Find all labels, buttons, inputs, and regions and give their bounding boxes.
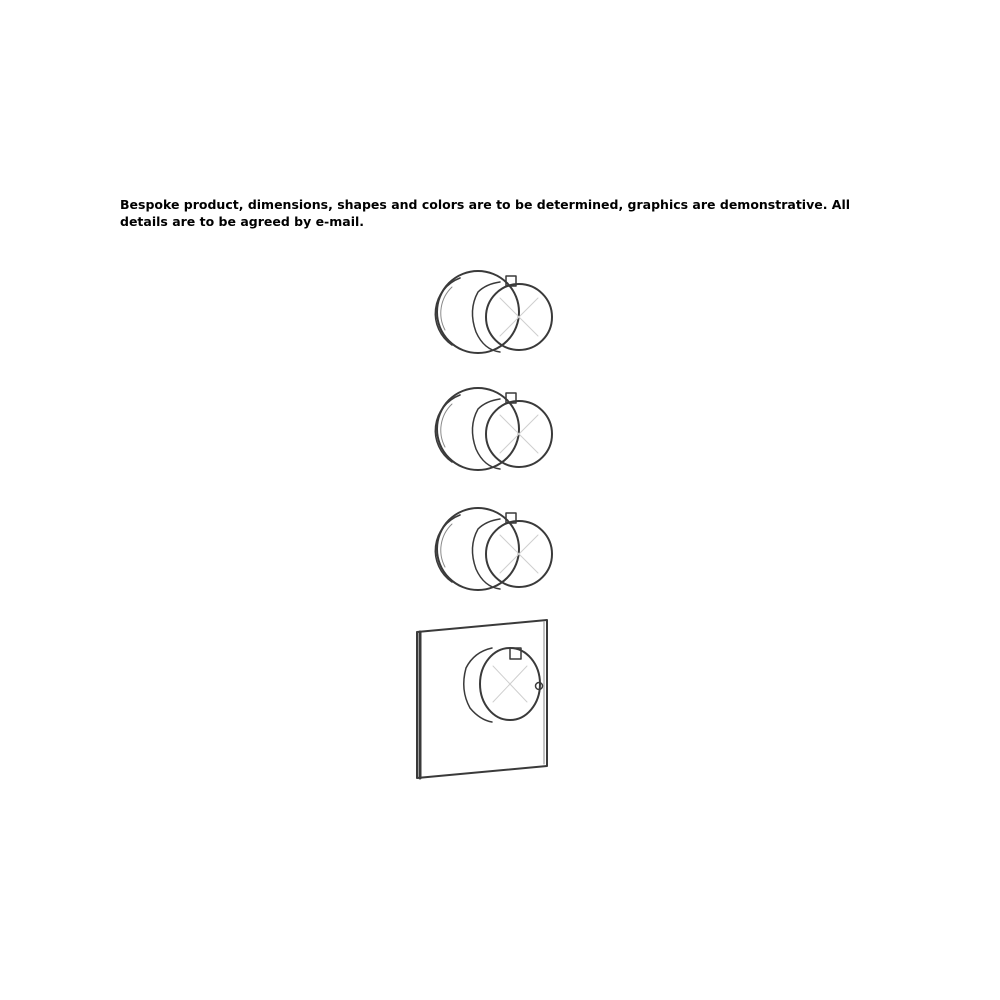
round-knob-1 xyxy=(435,271,552,353)
knob-handle xyxy=(472,513,552,589)
square-plate-control xyxy=(417,620,547,778)
round-knob-2 xyxy=(435,388,552,470)
thermostat-handle xyxy=(464,648,543,722)
disclaimer-text: Bespoke product, dimensions, shapes and colors are to be determined, graphics are demonstrative. All details are to be agreed by e-mail. xyxy=(120,197,851,229)
round-knob-3 xyxy=(435,508,552,590)
knob-handle xyxy=(472,276,552,352)
knob-handle xyxy=(472,393,552,469)
